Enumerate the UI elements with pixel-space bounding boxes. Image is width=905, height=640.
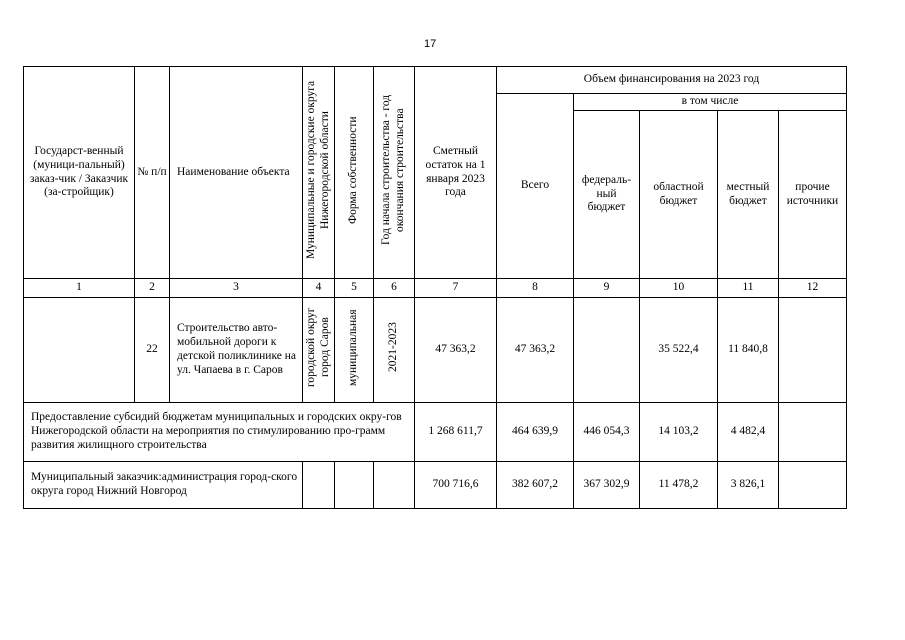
object-row [24,298,847,403]
header-years: Год начала строительства - год окончания строительства [380,95,406,246]
header-estimate-balance: Сметный остаток на 1 января 2023 года [415,67,497,279]
header-ownership-cell [335,67,374,279]
column-number: 11 [718,279,779,298]
object-regional: 35 522,4 [640,298,718,403]
customer-empty-6 [374,462,415,509]
column-number: 2 [135,279,170,298]
header-ownership: Форма собственности [347,116,360,224]
column-number: 9 [574,279,640,298]
object-name: Строительство авто-мобильной дороги к детской поликлинике на ул. Чапаева в г. Саров [170,298,303,403]
customer-empty-5 [335,462,374,509]
object-ownership-cell [335,298,374,403]
subsidies-regional: 14 103,2 [640,403,718,462]
customer-empty-4 [303,462,335,509]
customer-label: Муниципальный заказчик:администрация город-ского округа город Нижний Новгород [24,462,303,509]
header-including: в том числе [574,94,847,111]
funding-table [23,66,847,509]
subsidies-other [779,403,847,462]
customer-row [24,462,847,509]
object-federal [574,298,640,403]
customer-estimate-balance: 700 716,6 [415,462,497,509]
header-years-cell [374,67,415,279]
column-number: 10 [640,279,718,298]
object-years-cell [374,298,415,403]
object-municipality-cell [303,298,335,403]
object-years: 2021-2023 [387,322,400,373]
column-number: 1 [24,279,135,298]
header-num: № п/п [135,67,170,279]
subsidies-total: 464 639,9 [497,403,574,462]
column-number: 4 [303,279,335,298]
header-customer: Государст-венный (муници-пальный) заказ-чик / Заказчик (за-стройщик) [24,67,135,279]
header-total: Всего [497,94,574,279]
header-other: прочие источники [779,111,847,279]
customer-regional: 11 478,2 [640,462,718,509]
header-federal: федераль-ный бюджет [574,111,640,279]
object-municipality: городской округ город Саров [304,307,331,388]
column-number: 12 [779,279,847,298]
subsidies-label: Предоставление субсидий бюджетам муниципальных и городских окру-гов Нижегородской области на мероприятия по стимулированию про-грамм развития жилищного строительства [24,403,415,462]
object-local: 11 840,8 [718,298,779,403]
header-regional: областной бюджет [640,111,718,279]
subsidies-local: 4 482,4 [718,403,779,462]
column-number: 3 [170,279,303,298]
header-funding-volume: Объем финансирования на 2023 год [497,67,847,94]
header-municipality-cell [303,67,335,279]
subsidies-estimate-balance: 1 268 611,7 [415,403,497,462]
object-other [779,298,847,403]
header-local: местный бюджет [718,111,779,279]
object-ownership: муниципальная [347,309,360,386]
object-customer [24,298,135,403]
object-total: 47 363,2 [497,298,574,403]
subsidies-row [24,403,847,462]
header-object-name: Наименование объекта [170,67,303,279]
customer-other [779,462,847,509]
customer-federal: 367 302,9 [574,462,640,509]
customer-total: 382 607,2 [497,462,574,509]
column-number: 7 [415,279,497,298]
subsidies-federal: 446 054,3 [574,403,640,462]
object-estimate-balance: 47 363,2 [415,298,497,403]
object-num: 22 [135,298,170,403]
column-number: 6 [374,279,415,298]
page-number: 17 [424,38,437,50]
column-number: 8 [497,279,574,298]
column-number: 5 [335,279,374,298]
header-municipality: Муниципальные и городские округа Нижегородской области [304,81,331,260]
column-numbers-row [24,279,847,298]
customer-local: 3 826,1 [718,462,779,509]
header-row-1 [24,67,847,94]
